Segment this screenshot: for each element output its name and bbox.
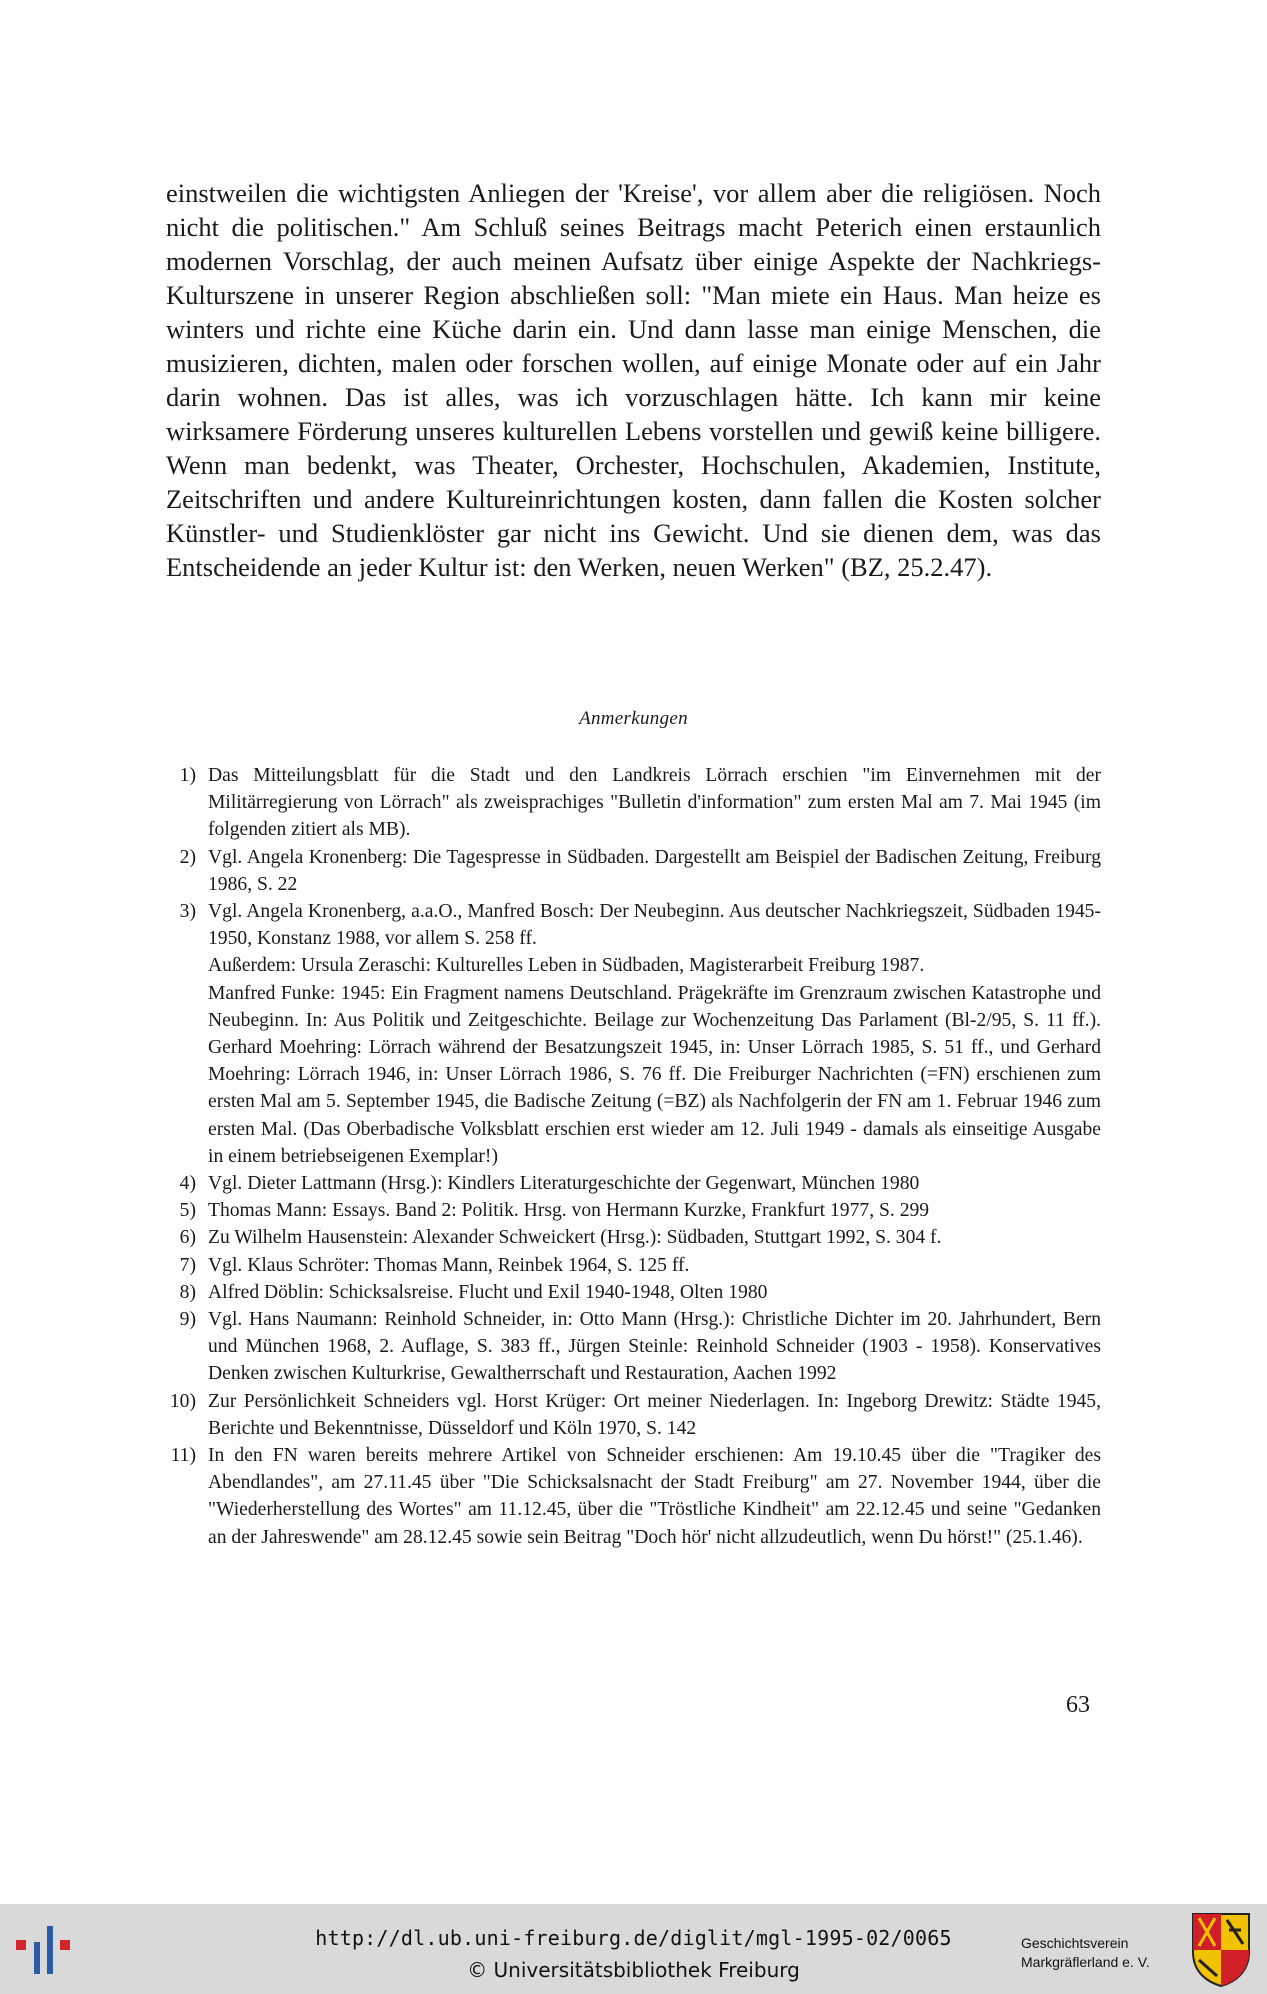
note-text: Vgl. Hans Naumann: Reinhold Schneider, in: Otto Mann (Hrsg.): Christliche Dichter im 20. Jahrhundert, Bern und München 1968, 2. Auflage, S. 383 ff., Jürgen Steinle: Reinhold Schneider (1903 - 1958). Konservatives Denken zwischen Kulturkrise, Gewaltherrschaft und Restauration, Aachen 1992 <box>208 1309 1101 1385</box>
note-item <box>160 1388 1101 1442</box>
notes-heading: Anmerkungen <box>579 708 688 729</box>
note-number: 6) <box>179 1227 196 1249</box>
note-number: 7) <box>179 1254 196 1276</box>
note-text: Thomas Mann: Essays. Band 2: Politik. Hrsg. von Hermann Kurzke, Frankfurt 1977, S. 299 <box>208 1200 930 1222</box>
viewer-footer <box>0 1904 1267 1994</box>
note-number: 11) <box>170 1445 196 1467</box>
note-item <box>160 844 1101 898</box>
note-item <box>160 1279 1101 1306</box>
note-item <box>160 1306 1101 1388</box>
note-item <box>160 1442 1101 1551</box>
note-number: 3) <box>179 901 196 923</box>
coat-of-arms-icon[interactable] <box>1189 1910 1253 1988</box>
note-number: 8) <box>179 1281 196 1303</box>
society-name-line2: Markgräflerland e. V. <box>1021 1954 1150 1970</box>
note-text: In den FN waren bereits mehrere Artikel von Schneider erschienen: Am 19.10.45 über die "Tragiker des Abendlandes", am 27.11.45 über "Die Schicksalsnacht der Stadt Freiburg" am 27. November 1944, über die "Wiederherstellung des Wortes" am 11.12.45, über die "Tröstliche Kindheit" am 22.12.45 und seine "Gedanken an der Jahreswende" am 28.12.45 sowie sein Beitrag "Doch hör' nicht allzudeutlich, wenn Du hörst!" (25.1.46). <box>208 1445 1101 1548</box>
note-text: Vgl. Angela Kronenberg, a.a.O., Manfred Bosch: Der Neubeginn. Aus deutscher Nachkriegszeit, Südbaden 1945-1950, Konstanz 1988, vor allem S. 258 ff. Außerdem: Ursula Zeraschi: Kulturelles Leben in Südbaden, Magisterarbeit Freiburg 1987. Manfred Funke: 1945: Ein Fragment namens Deutschland. Prägekräfte im Grenzraum zwischen Katastrophe und Neubeginn. In: Aus Politik und Zeitgeschichte. Beilage zur Wochenzeitung Das Parlament (Bl-2/95, S. 11 ff.). Gerhard Moehring: Lörrach während der Besatzungszeit 1945, in: Unser Lörrach 1985, S. 51 ff., und Gerhard Moehring: Lörrach 1946, in: Unser Lörrach 1986, S. 76 ff. Die Freiburger Nachrichten (=FN) erschienen zum ersten Mal am 5. September 1945, die Badische Zeitung (=BZ) als Nachfolgerin der FN am 1. Februar 1946 zum ersten Mal. (Das Oberbadische Volksblatt erschien erst wieder am 12. Juli 1949 - damals als einseitige Ausgabe in einem betriebseigenen Exemplar!) <box>208 901 1101 1167</box>
note-text: Zur Persönlichkeit Schneiders vgl. Horst Krüger: Ort meiner Niederlagen. In: Ingeborg Drewitz: Städte 1945, Berichte und Bekenntnisse, Düsseldorf und Köln 1970, S. 142 <box>208 1390 1101 1439</box>
note-text: Zu Wilhelm Hausenstein: Alexander Schweickert (Hrsg.): Südbaden, Stuttgart 1992, S. 304 f. <box>208 1227 942 1249</box>
note-text: Vgl. Angela Kronenberg: Die Tagespresse in Südbaden. Dargestellt am Beispiel der Badischen Zeitung, Freiburg 1986, S. 22 <box>208 846 1101 895</box>
note-text: Vgl. Dieter Lattmann (Hrsg.): Kindlers Literaturgeschichte der Gegenwart, München 1980 <box>208 1173 920 1195</box>
body-paragraph: einstweilen die wichtigsten Anliegen der 'Kreise', vor allem aber die religiösen. Noch nicht die politischen." Am Schluß seines Beitrags macht Peterich einen erstaunlich modernen Vorschlag, der auch meinen Aufsatz über einige Aspekte der Nachkriegs-Kulturszene in unserer Region abschließen soll: "Man miete ein Haus. Man heize es winters und richte eine Küche darin ein. Und dann lasse man einige Menschen, die musizieren, dichten, malen oder forschen wollen, auf einige Monate oder auf ein Jahr darin wohnen. Das ist alles, was ich vorzuschlagen hätte. Ich kann mir keine wirksamere Förderung unseres kulturellen Lebens vorstellen und gewiß keine billigere. Wenn man bedenkt, was Theater, Orchester, Hochschulen, Akademien, Institute, Zeitschriften und andere Kultureinrichtungen kosten, dann fallen die Kosten solcher Künstler- und Studienklöster gar nicht ins Gewicht. Und sie dienen dem, was das Entscheidende an jeder Kultur ist: den Werken, neuen Werken" (BZ, 25.2.47). <box>166 178 1101 582</box>
copyright-text: © Universitätsbibliothek Freiburg <box>467 1958 800 1982</box>
note-number: 4) <box>179 1173 196 1195</box>
note-text: Alfred Döblin: Schicksalsreise. Flucht und Exil 1940-1948, Olten 1980 <box>208 1281 768 1303</box>
note-number: 9) <box>179 1309 196 1331</box>
notes-list <box>160 762 1101 1551</box>
note-item <box>160 762 1101 844</box>
note-item <box>160 898 1101 1170</box>
note-item <box>160 1252 1101 1279</box>
note-text: Das Mitteilungsblatt für die Stadt und den Landkreis Lörrach erschien "im Einvernehmen mit der Militärregierung von Lörrach" als zweisprachiges "Bulletin d'information" zum ersten Mal am 7. Mai 1945 (im folgenden zitiert als MB). <box>208 765 1101 841</box>
society-name-line1: Geschichtsverein <box>1021 1935 1129 1951</box>
document-url-link[interactable]: http://dl.ub.uni-freiburg.de/diglit/mgl-1995-02/0065 <box>315 1926 952 1950</box>
note-number: 2) <box>179 846 196 868</box>
note-item <box>160 1197 1101 1224</box>
note-text: Vgl. Klaus Schröter: Thomas Mann, Reinbek 1964, S. 125 ff. <box>208 1254 690 1276</box>
note-number: 10) <box>169 1390 196 1412</box>
note-number: 5) <box>179 1200 196 1222</box>
note-number: 1) <box>179 765 196 786</box>
page-number: 63 <box>1066 1692 1090 1718</box>
society-name <box>1021 1934 1171 1972</box>
note-item <box>160 1170 1101 1197</box>
note-item <box>160 1224 1101 1251</box>
